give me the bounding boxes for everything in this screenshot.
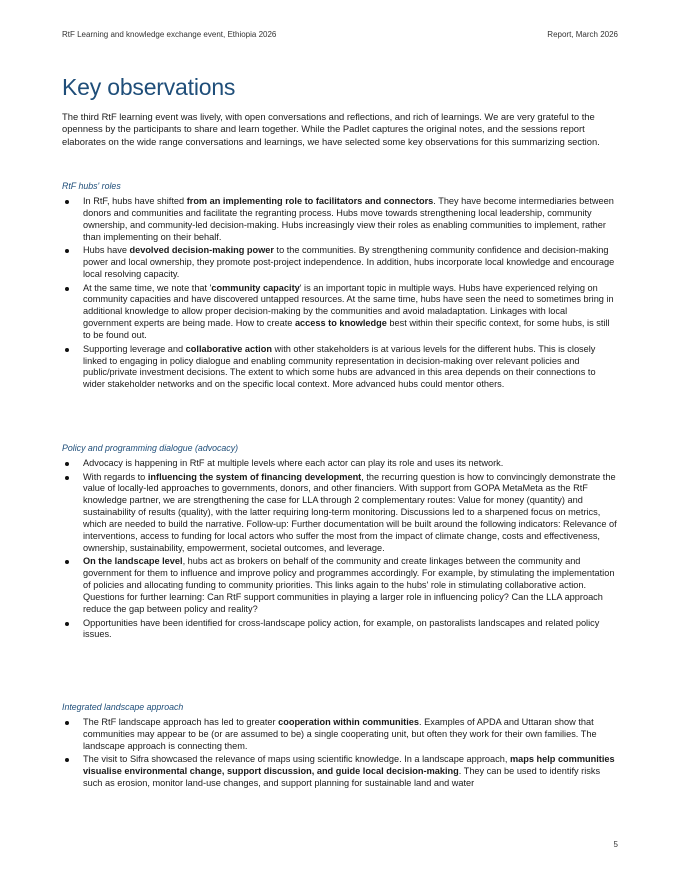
- running-header-date: Report, March 2026: [547, 30, 618, 39]
- list-item: The visit to Sifra showcased the relevance of maps using scientific knowledge. In a landscape approach, maps help communities visualise environmental change, support discussion, and guide local decision-making. They can be used to identify risks such as erosion, monitor land-use changes, and support planning for sustainable land and water: [62, 754, 618, 790]
- section-heading-hubs-roles: RtF hubs' roles: [62, 181, 121, 191]
- page-title: Key observations: [62, 74, 236, 100]
- list-item: The RtF landscape approach has led to greater cooperation within communities. Examples of APDA and Uttaran show that communities may appear to be (or are assumed to be) a single cooperating unit, but often they work for their own families. The landscape approach is connecting them.: [62, 717, 618, 753]
- list-item: Hubs have devolved decision-making power to the communities. By strengthening community confidence and decision-making power and local ownership, they promote post-project independence. In addition, hubs incorporate local knowledge and encourage local resolving capacity.: [62, 245, 618, 281]
- intro-paragraph: The third RtF learning event was lively, with open conversations and reflections, and rich of learnings. We are very grateful to the openness by the participants to share and learn together. While the Padlet captures the original notes, and the sessions report elaborates on the wide range conversations and learnings, we have selected some key observations for this summarizing section.: [62, 111, 600, 147]
- bullet-list-landscape-approach: [62, 717, 618, 792]
- list-item: Supporting leverage and collaborative action with other stakeholders is at various levels for the different hubs. This is closely linked to engaging in policy dialogue and enabling community representation in decision-making over relevant policies and public/private investment decisions. The extent to which some hubs are advanced in this area depends on their connections to wider stakeholder networks and on the specific local context. More advanced hubs could mentor others.: [62, 344, 618, 392]
- list-item: With regards to influencing the system of financing development, the recurring question is how to convincingly demonstrate the value of locally-led approaches to governments, donors, and other financiers. With support from GOPA MetaMeta as the RtF knowledge partner, we are strengthening the case for LLA through 2 complementary routes: Value for money (quantity) and sustainability of results (quality), with the latter requiring long-term monitoring. Discussions led to a sharpened focus on metrics, which are needed to build the narrative. Follow-up: Further documentation will be built around the following indicators: Relevance of interventions, access to funding for local actors who suffer the most from the impact of climate change, costs and effectiveness, ownership, sustainability, empowerment, societal outcomes, and leverage.: [62, 472, 618, 555]
- bullet-list-policy-dialogue: [62, 458, 618, 643]
- list-item: Advocacy is happening in RtF at multiple levels where each actor can play its role and uses its network.: [62, 458, 618, 470]
- page-number: 5: [613, 840, 618, 849]
- list-item: On the landscape level, hubs act as brokers on behalf of the community and create linkages between the community and government for them to influence and improve policy and programmes accordingly. For example, by stimulating the implementation of policies and allocating funding to community priorities. This links again to the hubs' role in stimulating collaborative action. Questions for further learning: Can RtF support communities in playing a larger role in influencing policy? Can the LLA approach reduce the gap between policy and reality?: [62, 556, 618, 616]
- list-item: At the same time, we note that 'community capacity' is an important topic in multiple ways. Hubs have experienced relying on community capacities and have discovered untapped resources. At the same time, hubs have seen the need to sometimes bring in additional knowledge to allow proper decision-making by the communities and avoid maladaptation. Linkages with local government experts are being made. How to create access to knowledge best within their specific context, for some hubs, is still to be found out.: [62, 283, 618, 343]
- bullet-list-hubs-roles: [62, 196, 618, 393]
- list-item: Opportunities have been identified for cross-landscape policy action, for example, on pastoralists landscapes and related policy issues.: [62, 618, 618, 642]
- section-heading-policy-dialogue: Policy and programming dialogue (advocacy): [62, 443, 239, 453]
- list-item: In RtF, hubs have shifted from an implementing role to facilitators and connectors. They have become intermediaries between donors and communities and facilitate the regranting process. Hubs move towards strengthening local leadership, community ownership, and community-led decision-making. Hubs increasingly view their roles as enabling communities to implement, rather than implementing on their behalf.: [62, 196, 618, 244]
- section-heading-landscape-approach: Integrated landscape approach: [62, 702, 184, 712]
- running-header-title: RtF Learning and knowledge exchange event, Ethiopia 2026: [62, 30, 277, 39]
